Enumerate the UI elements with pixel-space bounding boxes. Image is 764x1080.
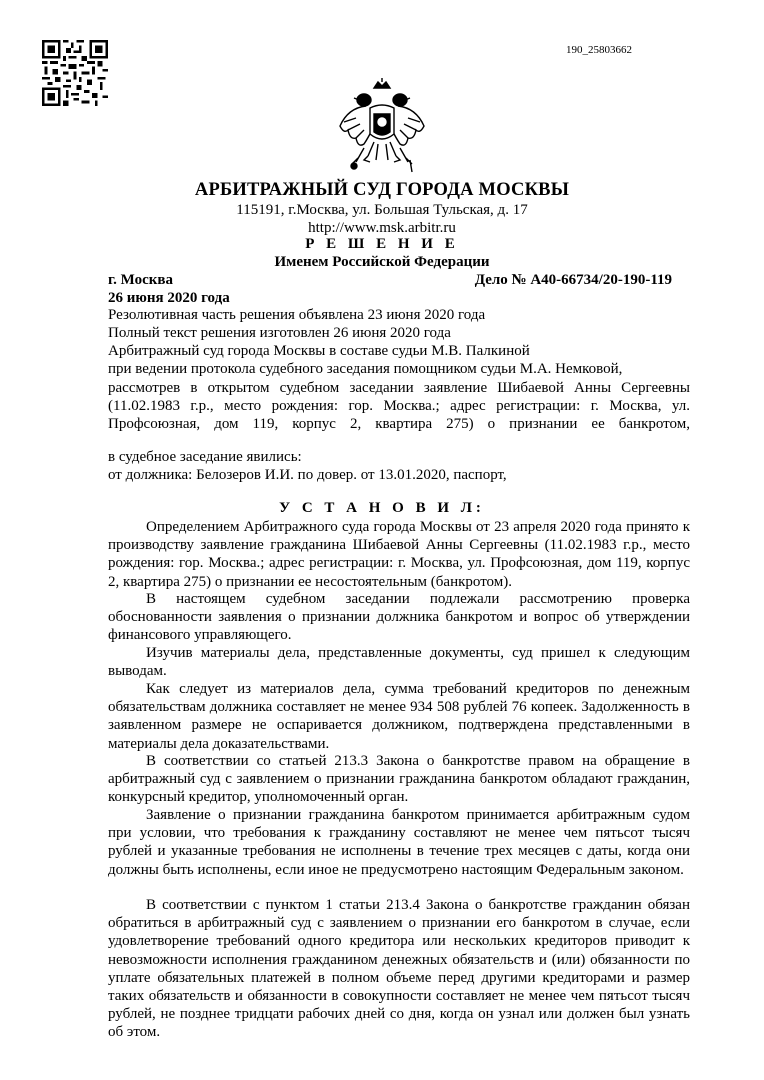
city: г. Москва bbox=[108, 272, 173, 288]
considered-paragraph: рассмотрев в открытом судебном заседании заявление Шибаевой Анны Сергеевны (11.02.1983 г.р., место рождения: гор. Москва.; адрес регистрации: г. Москва, ул. Профсоюзная, дом 119, корпус 2, квартира 275) о признании ее банкротом, bbox=[108, 380, 690, 433]
body-paragraph: Как следует из материалов дела, сумма требований кредиторов по денежным обязательствам должника составляет не менее 934 508 рублей 76 копеек. Задолженность в заявленном размере не оспаривается должником, подтверждена представленными в материалы дела доказательствами. bbox=[108, 681, 690, 752]
body-paragraph: В соответствии с пунктом 1 статьи 213.4 Закона о банкротстве гражданин обязан обратиться в арбитражный суд с заявлением о признании его банкротом в случае, если удовлетворение требований одного кредитора или нескольких кредиторов приводит к невозможности исполнения гражданином денежных обязательств и (или) обязанности по уплате обязательных платежей в полном объеме перед другими кредиторами и размер таких обязательств и обязанности в совокупности составляет не менее чем пятьсот тысяч рублей, не позднее тридцати рабочих дней со дня, когда он узнал или должен был узнать об этом. bbox=[108, 897, 690, 1041]
decision-date: 26 июня 2020 года bbox=[108, 290, 230, 306]
attendance-label: в судебное заседание явились: bbox=[108, 449, 302, 465]
court-composition-line: Арбитражный суд города Москвы в составе судьи М.В. Палкиной bbox=[108, 343, 530, 359]
coat-of-arms-emblem bbox=[334, 78, 430, 178]
body-paragraph: Изучив материалы дела, представленные документы, суд пришел к следующим выводам. bbox=[108, 645, 690, 680]
body-paragraph: Заявление о признании гражданина банкротом принимается арбитражным судом при условии, что требования к гражданину составляют не менее чем пятьсот тысяч рублей и указанные требования не исполнены в течение трех месяцев с даты, когда они должны быть исполнены, если иное не предусмотрено настоящим Федеральным законом. bbox=[108, 807, 690, 878]
resolution-announced-line: Резолютивная часть решения объявлена 23 июня 2020 года bbox=[108, 307, 486, 323]
body-paragraph: В соответствии со статьей 213.3 Закона о банкротстве правом на обращение в арбитражный суд с заявлением о признании гражданина банкротом обладают гражданин, конкурсный кредитор, уполномоченный орган. bbox=[108, 753, 690, 806]
document-number: 190_25803662 bbox=[566, 44, 632, 56]
court-address: 115191, г.Москва, ул. Большая Тульская, д. 17 bbox=[236, 202, 528, 218]
qr-code bbox=[42, 40, 108, 106]
case-number: Дело № А40-66734/20-190-119 bbox=[474, 272, 672, 288]
body-paragraph: В настоящем судебном заседании подлежали рассмотрению проверка обоснованности заявления о признании должника банкротом и вопрос об утверждении финансового управляющего. bbox=[108, 591, 690, 644]
body-paragraph: Определением Арбитражного суда города Москвы от 23 апреля 2020 года принято к производству заявление гражданина Шибаевой Анны Сергеевны (11.02.1983 г.р., место рождения: гор. Москва.; адрес регистрации: г. Москва, ул. Профсоюзная, дом 119, корпус 2, квартира 275) о признании ее несостоятельным (банкротом). bbox=[108, 519, 690, 590]
protocol-line: при ведении протокола судебного заседания помощником судьи М.А. Немковой, bbox=[108, 361, 623, 377]
attendance-debtor: от должника: Белозеров И.И. по довер. от 13.01.2020, паспорт, bbox=[108, 467, 507, 483]
in-name-of-heading: Именем Российской Федерации bbox=[274, 254, 490, 270]
court-website-link[interactable]: http://www.msk.arbitr.ru bbox=[308, 220, 456, 236]
established-heading: У С Т А Н О В И Л: bbox=[279, 500, 485, 516]
full-text-made-line: Полный текст решения изготовлен 26 июня 2020 года bbox=[108, 325, 451, 341]
decision-heading: Р Е Ш Е Н И Е bbox=[305, 236, 459, 252]
court-name: АРБИТРАЖНЫЙ СУД ГОРОДА МОСКВЫ bbox=[194, 180, 570, 200]
